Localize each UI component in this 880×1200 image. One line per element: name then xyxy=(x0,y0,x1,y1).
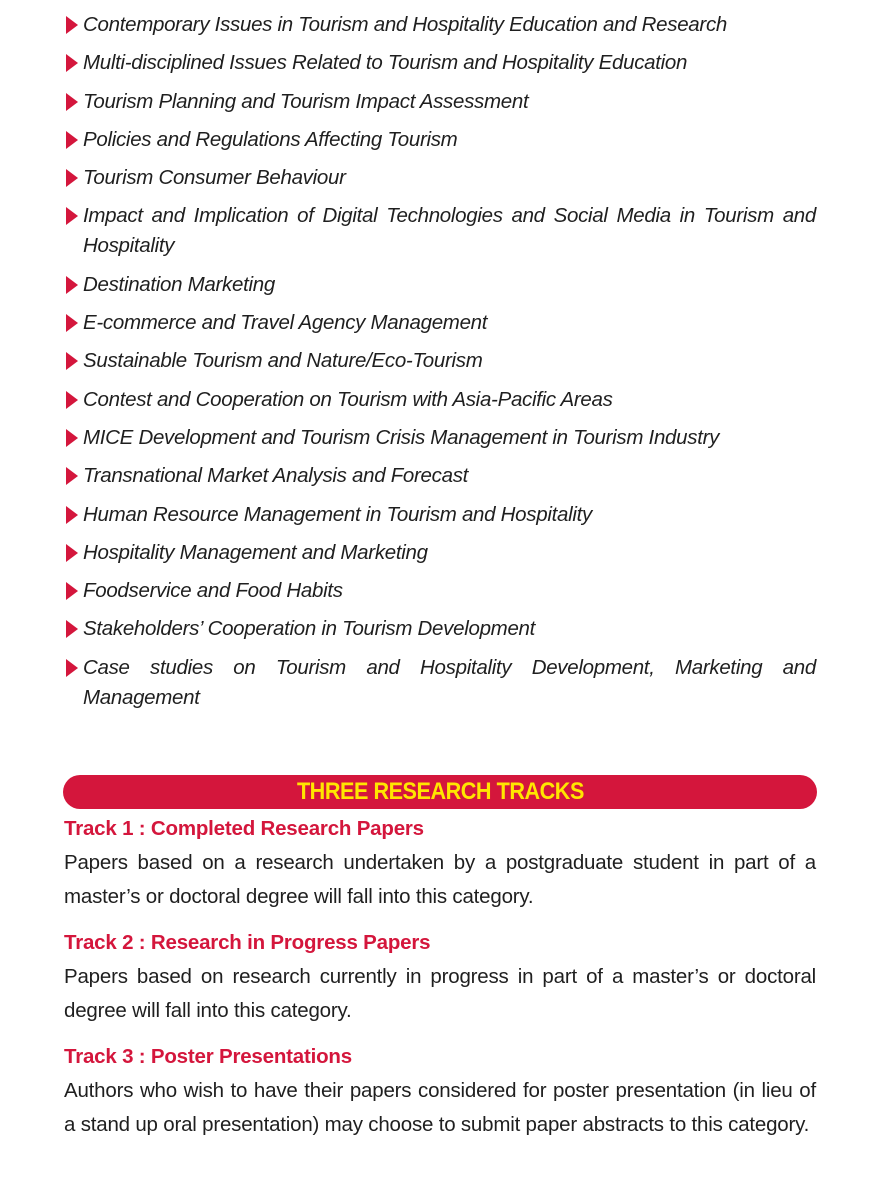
bullet-arrow-icon xyxy=(66,276,78,294)
bullet-arrow-icon xyxy=(66,429,78,447)
topic-item xyxy=(64,653,816,713)
bullet-arrow-icon xyxy=(66,93,78,111)
topic-text: Hospitality Management and Marketing xyxy=(83,540,428,564)
topic-item xyxy=(64,163,816,193)
topic-text: Policies and Regulations Affecting Tourism xyxy=(83,127,458,151)
section-banner xyxy=(63,775,817,809)
topic-text: Tourism Consumer Behaviour xyxy=(83,166,346,190)
track-description: Authors who wish to have their papers considered for poster presentation (in lieu of a stand up oral presentation) may choose to submit paper abstracts to this category. xyxy=(64,1079,816,1136)
topic-item xyxy=(64,10,816,40)
topic-item xyxy=(64,270,816,300)
bullet-arrow-icon xyxy=(66,131,78,149)
track-3 xyxy=(64,1040,816,1142)
bullet-arrow-icon xyxy=(66,620,78,638)
bullet-arrow-icon xyxy=(66,544,78,562)
banner-title: THREE RESEARCH TRACKS xyxy=(296,778,584,805)
topic-item xyxy=(64,87,816,117)
topic-text: Stakeholders’ Cooperation in Tourism Development xyxy=(83,617,536,641)
topic-text: Contest and Cooperation on Tourism with Asia-Pacific Areas xyxy=(83,387,613,411)
track-description: Papers based on a research undertaken by a postgraduate student in part of a master’s or doctoral degree will fall into this category. xyxy=(64,851,816,908)
bullet-arrow-icon xyxy=(66,169,78,187)
track-description: Papers based on research currently in progress in part of a master’s or doctoral degree will fall into this category. xyxy=(64,965,816,1022)
bullet-arrow-icon xyxy=(66,659,78,677)
topic-item xyxy=(64,538,816,568)
topic-text: Impact and Implication of Digital Technologies and Social Media in Tourism and Hospitality xyxy=(83,204,816,258)
track-title: Track 2 : Research in Progress Papers xyxy=(64,931,431,954)
bullet-arrow-icon xyxy=(66,54,78,72)
topic-item xyxy=(64,125,816,155)
bullet-arrow-icon xyxy=(66,582,78,600)
bullet-arrow-icon xyxy=(66,467,78,485)
topic-item xyxy=(64,461,816,491)
track-1 xyxy=(64,812,816,914)
bullet-arrow-icon xyxy=(66,506,78,524)
topic-item xyxy=(64,346,816,376)
topic-text: Human Resource Management in Tourism and Hospitality xyxy=(83,502,592,526)
bullet-arrow-icon xyxy=(66,16,78,34)
topic-text: Destination Marketing xyxy=(83,272,275,296)
topic-item xyxy=(64,614,816,644)
topic-text: Tourism Planning and Tourism Impact Assessment xyxy=(83,89,529,113)
topic-item xyxy=(64,308,816,338)
track-2 xyxy=(64,926,816,1028)
topic-text: Contemporary Issues in Tourism and Hospitality Education and Research xyxy=(83,13,727,36)
research-tracks xyxy=(64,812,816,1154)
topic-item xyxy=(64,423,816,453)
bullet-arrow-icon xyxy=(66,391,78,409)
topic-text: E-commerce and Travel Agency Management xyxy=(83,311,488,335)
topic-text: Foodservice and Food Habits xyxy=(83,579,343,603)
topic-item xyxy=(64,500,816,530)
bullet-arrow-icon xyxy=(66,352,78,370)
topic-text: Transnational Market Analysis and Forecast xyxy=(83,464,469,488)
topic-text: MICE Development and Tourism Crisis Management in Tourism Industry xyxy=(83,425,720,449)
topic-text: Sustainable Tourism and Nature/Eco-Tourism xyxy=(83,349,483,373)
topic-list xyxy=(64,10,816,721)
topic-item xyxy=(64,201,816,261)
topic-item xyxy=(64,48,816,78)
topic-item xyxy=(64,576,816,606)
topic-text: Multi-disciplined Issues Related to Tourism and Hospitality Education xyxy=(83,51,688,75)
topic-text: Case studies on Tourism and Hospitality Development, Marketing and Management xyxy=(83,655,816,709)
topic-item xyxy=(64,385,816,415)
track-title: Track 3 : Poster Presentations xyxy=(64,1045,352,1068)
track-title: Track 1 : Completed Research Papers xyxy=(64,817,424,840)
bullet-arrow-icon xyxy=(66,314,78,332)
bullet-arrow-icon xyxy=(66,207,78,225)
